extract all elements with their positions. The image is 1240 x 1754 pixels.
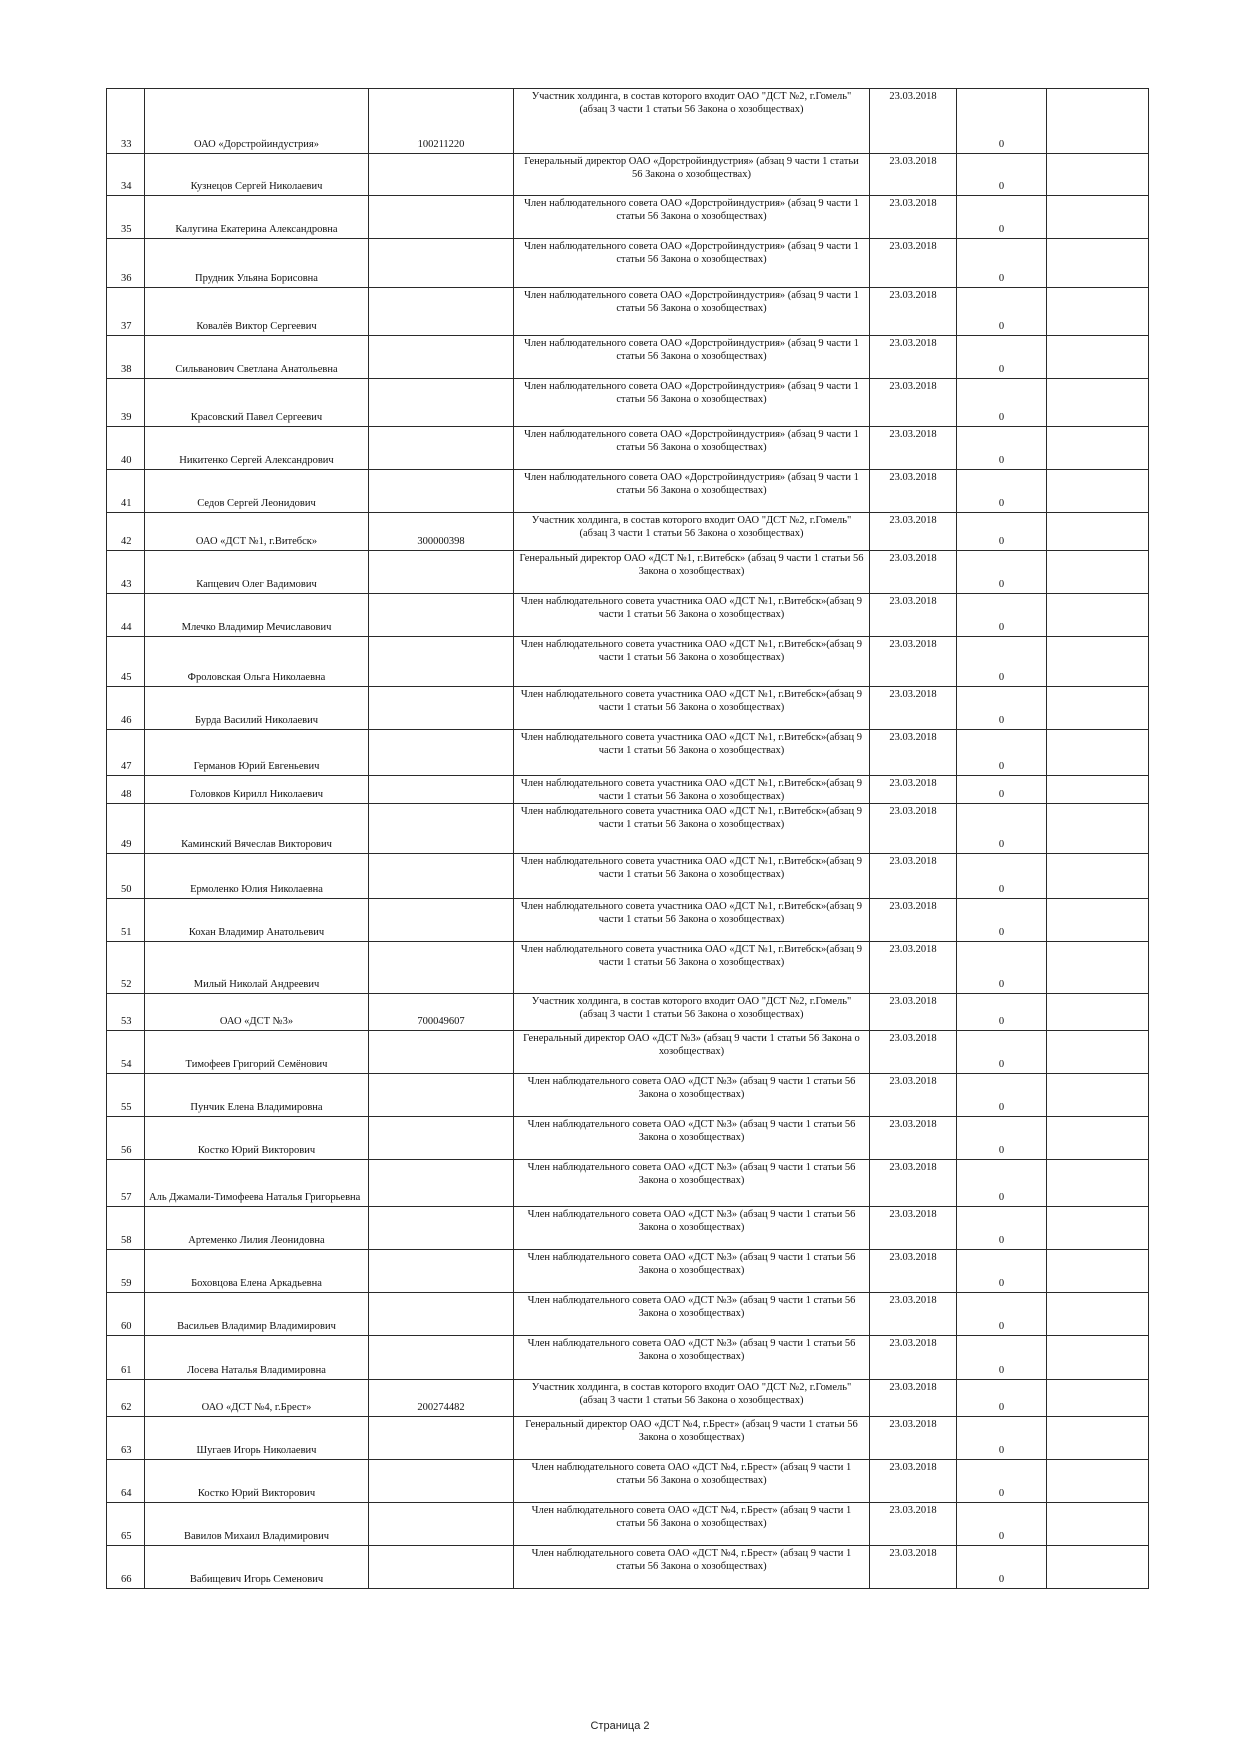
basis-cell: Член наблюдательного совета ОАО «ДСТ №4, г.Брест» (абзац 9 части 1 статьи 56 Закона о хозобществах) (514, 1546, 870, 1589)
table-row (107, 196, 1149, 239)
row-number-cell: 47 (107, 730, 145, 776)
table-row (107, 336, 1149, 379)
name-cell: Вавилов Михаил Владимирович (145, 1503, 369, 1546)
row-number-cell: 35 (107, 196, 145, 239)
unp-cell (369, 427, 514, 470)
table-row (107, 1336, 1149, 1380)
table-row (107, 154, 1149, 196)
empty-cell (1047, 513, 1149, 551)
empty-cell (1047, 379, 1149, 427)
name-cell: Германов Юрий Евгеньевич (145, 730, 369, 776)
table-row (107, 730, 1149, 776)
row-number-cell: 44 (107, 594, 145, 637)
empty-cell (1047, 1417, 1149, 1460)
unp-cell: 300000398 (369, 513, 514, 551)
basis-cell: Член наблюдательного совета ОАО «ДСТ №3» (абзац 9 части 1 статьи 56 Закона о хозобществах) (514, 1160, 870, 1207)
date-cell: 23.03.2018 (870, 1117, 957, 1160)
date-cell: 23.03.2018 (870, 854, 957, 899)
name-cell: Ермоленко Юлия Николаевна (145, 854, 369, 899)
unp-cell (369, 470, 514, 513)
date-cell: 23.03.2018 (870, 288, 957, 336)
unp-cell (369, 1031, 514, 1074)
row-number-cell: 64 (107, 1460, 145, 1503)
table-row (107, 594, 1149, 637)
name-cell: Аль Джамали-Тимофеева Наталья Григорьевна (145, 1160, 369, 1207)
name-cell: Васильев Владимир Владимирович (145, 1293, 369, 1336)
name-cell: Милый Николай Андреевич (145, 942, 369, 994)
basis-cell: Участник холдинга, в состав которого входит ОАО "ДСТ №2, г.Гомель" (абзац 3 части 1 статьи 56 Закона о хозобществах) (514, 1380, 870, 1417)
unp-cell (369, 594, 514, 637)
table-row (107, 899, 1149, 942)
date-cell: 23.03.2018 (870, 1336, 957, 1380)
date-cell: 23.03.2018 (870, 470, 957, 513)
empty-cell (1047, 336, 1149, 379)
date-cell: 23.03.2018 (870, 594, 957, 637)
unp-cell: 100211220 (369, 89, 514, 154)
empty-cell (1047, 994, 1149, 1031)
unp-cell (369, 854, 514, 899)
name-cell: Капцевич Олег Вадимович (145, 551, 369, 594)
date-cell: 23.03.2018 (870, 1460, 957, 1503)
date-cell: 23.03.2018 (870, 196, 957, 239)
share-cell: 0 (957, 154, 1047, 196)
table-row (107, 551, 1149, 594)
unp-cell (369, 1546, 514, 1589)
unp-cell (369, 1207, 514, 1250)
share-cell: 0 (957, 89, 1047, 154)
table-row (107, 427, 1149, 470)
row-number-cell: 53 (107, 994, 145, 1031)
name-cell: ОАО «ДСТ №3» (145, 994, 369, 1031)
row-number-cell: 45 (107, 637, 145, 687)
empty-cell (1047, 239, 1149, 288)
table-row (107, 1250, 1149, 1293)
basis-cell: Член наблюдательного совета ОАО «Дорстройиндустрия» (абзац 9 части 1 статьи 56 Закона о хозобществах) (514, 427, 870, 470)
row-number-cell: 66 (107, 1546, 145, 1589)
date-cell: 23.03.2018 (870, 776, 957, 804)
unp-cell (369, 288, 514, 336)
row-number-cell: 34 (107, 154, 145, 196)
share-cell: 0 (957, 336, 1047, 379)
share-cell: 0 (957, 1031, 1047, 1074)
unp-cell (369, 1074, 514, 1117)
table-row (107, 470, 1149, 513)
row-number-cell: 41 (107, 470, 145, 513)
row-number-cell: 50 (107, 854, 145, 899)
table-row (107, 1031, 1149, 1074)
row-number-cell: 60 (107, 1293, 145, 1336)
date-cell: 23.03.2018 (870, 1293, 957, 1336)
name-cell: Лосева Наталья Владимировна (145, 1336, 369, 1380)
empty-cell (1047, 804, 1149, 854)
unp-cell (369, 1117, 514, 1160)
basis-cell: Член наблюдательного совета ОАО «Дорстройиндустрия» (абзац 9 части 1 статьи 56 Закона о хозобществах) (514, 239, 870, 288)
unp-cell (369, 776, 514, 804)
name-cell: Головков Кирилл Николаевич (145, 776, 369, 804)
table-row (107, 942, 1149, 994)
table-row (107, 1117, 1149, 1160)
basis-cell: Участник холдинга, в состав которого входит ОАО "ДСТ №2, г.Гомель" (абзац 3 части 1 статьи 56 Закона о хозобществах) (514, 89, 870, 154)
share-cell: 0 (957, 854, 1047, 899)
name-cell: ОАО «ДСТ №1, г.Витебск» (145, 513, 369, 551)
table-row (107, 239, 1149, 288)
name-cell: Артеменко Лилия Леонидовна (145, 1207, 369, 1250)
unp-cell (369, 239, 514, 288)
date-cell: 23.03.2018 (870, 379, 957, 427)
unp-cell: 700049607 (369, 994, 514, 1031)
row-number-cell: 61 (107, 1336, 145, 1380)
empty-cell (1047, 730, 1149, 776)
row-number-cell: 49 (107, 804, 145, 854)
basis-cell: Генеральный директор ОАО «ДСТ №1, г.Витебск» (абзац 9 части 1 статьи 56 Закона о хозобществах) (514, 551, 870, 594)
row-number-cell: 33 (107, 89, 145, 154)
date-cell: 23.03.2018 (870, 89, 957, 154)
date-cell: 23.03.2018 (870, 551, 957, 594)
share-cell: 0 (957, 1460, 1047, 1503)
name-cell: Калугина Екатерина Александровна (145, 196, 369, 239)
basis-cell: Член наблюдательного совета ОАО «Дорстройиндустрия» (абзац 9 части 1 статьи 56 Закона о хозобществах) (514, 196, 870, 239)
basis-cell: Член наблюдательного совета ОАО «ДСТ №3» (абзац 9 части 1 статьи 56 Закона о хозобществах) (514, 1293, 870, 1336)
share-cell: 0 (957, 687, 1047, 730)
empty-cell (1047, 470, 1149, 513)
name-cell: Бурда Василий Николаевич (145, 687, 369, 730)
date-cell: 23.03.2018 (870, 1380, 957, 1417)
name-cell: Красовский Павел Сергеевич (145, 379, 369, 427)
empty-cell (1047, 899, 1149, 942)
share-cell: 0 (957, 1293, 1047, 1336)
basis-cell: Член наблюдательного совета участника ОАО «ДСТ №1, г.Витебск»(абзац 9 части 1 статьи 56 Закона о хозобществах) (514, 804, 870, 854)
unp-cell (369, 637, 514, 687)
row-number-cell: 55 (107, 1074, 145, 1117)
date-cell: 23.03.2018 (870, 239, 957, 288)
empty-cell (1047, 427, 1149, 470)
table-row (107, 1074, 1149, 1117)
unp-cell (369, 336, 514, 379)
unp-cell (369, 804, 514, 854)
unp-cell (369, 1336, 514, 1380)
name-cell: Сильванович Светлана Анатольевна (145, 336, 369, 379)
unp-cell (369, 551, 514, 594)
row-number-cell: 65 (107, 1503, 145, 1546)
date-cell: 23.03.2018 (870, 1250, 957, 1293)
date-cell: 23.03.2018 (870, 513, 957, 551)
table-row (107, 379, 1149, 427)
date-cell: 23.03.2018 (870, 1031, 957, 1074)
share-cell: 0 (957, 470, 1047, 513)
basis-cell: Член наблюдательного совета участника ОАО «ДСТ №1, г.Витебск»(абзац 9 части 1 статьи 56 Закона о хозобществах) (514, 637, 870, 687)
basis-cell: Член наблюдательного совета ОАО «ДСТ №4, г.Брест» (абзац 9 части 1 статьи 56 Закона о хозобществах) (514, 1503, 870, 1546)
date-cell: 23.03.2018 (870, 942, 957, 994)
basis-cell: Член наблюдательного совета ОАО «ДСТ №4, г.Брест» (абзац 9 части 1 статьи 56 Закона о хозобществах) (514, 1460, 870, 1503)
unp-cell (369, 1293, 514, 1336)
date-cell: 23.03.2018 (870, 637, 957, 687)
name-cell: ОАО «Дорстройиндустрия» (145, 89, 369, 154)
share-cell: 0 (957, 1336, 1047, 1380)
unp-cell (369, 899, 514, 942)
empty-cell (1047, 1293, 1149, 1336)
share-cell: 0 (957, 427, 1047, 470)
share-cell: 0 (957, 1250, 1047, 1293)
date-cell: 23.03.2018 (870, 1503, 957, 1546)
name-cell: Кохан Владимир Анатольевич (145, 899, 369, 942)
basis-cell: Член наблюдательного совета участника ОАО «ДСТ №1, г.Витебск»(абзац 9 части 1 статьи 56 Закона о хозобществах) (514, 687, 870, 730)
name-cell: Млечко Владимир Мечиславович (145, 594, 369, 637)
table-row (107, 637, 1149, 687)
basis-cell: Член наблюдательного совета участника ОАО «ДСТ №1, г.Витебск»(абзац 9 части 1 статьи 56 Закона о хозобществах) (514, 730, 870, 776)
unp-cell (369, 1460, 514, 1503)
row-number-cell: 56 (107, 1117, 145, 1160)
name-cell: Никитенко Сергей Александрович (145, 427, 369, 470)
table-row (107, 854, 1149, 899)
unp-cell (369, 154, 514, 196)
share-cell: 0 (957, 899, 1047, 942)
basis-cell: Член наблюдательного совета участника ОАО «ДСТ №1, г.Витебск»(абзац 9 части 1 статьи 56 Закона о хозобществах) (514, 854, 870, 899)
empty-cell (1047, 1336, 1149, 1380)
share-cell: 0 (957, 994, 1047, 1031)
row-number-cell: 59 (107, 1250, 145, 1293)
basis-cell: Член наблюдательного совета ОАО «Дорстройиндустрия» (абзац 9 части 1 статьи 56 Закона о хозобществах) (514, 288, 870, 336)
empty-cell (1047, 1460, 1149, 1503)
share-cell: 0 (957, 1380, 1047, 1417)
empty-cell (1047, 89, 1149, 154)
share-cell: 0 (957, 637, 1047, 687)
date-cell: 23.03.2018 (870, 1160, 957, 1207)
table-body (107, 89, 1149, 1589)
empty-cell (1047, 594, 1149, 637)
basis-cell: Член наблюдательного совета ОАО «Дорстройиндустрия» (абзац 9 части 1 статьи 56 Закона о хозобществах) (514, 379, 870, 427)
row-number-cell: 51 (107, 899, 145, 942)
share-cell: 0 (957, 196, 1047, 239)
name-cell: Шугаев Игорь Николаевич (145, 1417, 369, 1460)
table-row (107, 288, 1149, 336)
empty-cell (1047, 687, 1149, 730)
empty-cell (1047, 1546, 1149, 1589)
empty-cell (1047, 1031, 1149, 1074)
date-cell: 23.03.2018 (870, 1074, 957, 1117)
share-cell: 0 (957, 288, 1047, 336)
table-row (107, 1380, 1149, 1417)
share-cell: 0 (957, 730, 1047, 776)
empty-cell (1047, 1207, 1149, 1250)
date-cell: 23.03.2018 (870, 427, 957, 470)
basis-cell: Член наблюдательного совета ОАО «Дорстройиндустрия» (абзац 9 части 1 статьи 56 Закона о хозобществах) (514, 336, 870, 379)
basis-cell: Участник холдинга, в состав которого входит ОАО "ДСТ №2, г.Гомель" (абзац 3 части 1 статьи 56 Закона о хозобществах) (514, 994, 870, 1031)
empty-cell (1047, 637, 1149, 687)
date-cell: 23.03.2018 (870, 336, 957, 379)
table-row (107, 89, 1149, 154)
share-cell: 0 (957, 1503, 1047, 1546)
empty-cell (1047, 854, 1149, 899)
unp-cell (369, 687, 514, 730)
row-number-cell: 63 (107, 1417, 145, 1460)
row-number-cell: 40 (107, 427, 145, 470)
share-cell: 0 (957, 1160, 1047, 1207)
share-cell: 0 (957, 594, 1047, 637)
share-cell: 0 (957, 1417, 1047, 1460)
table-row (107, 1417, 1149, 1460)
share-cell: 0 (957, 1074, 1047, 1117)
table-row (107, 513, 1149, 551)
basis-cell: Член наблюдательного совета ОАО «ДСТ №3» (абзац 9 части 1 статьи 56 Закона о хозобществах) (514, 1336, 870, 1380)
share-cell: 0 (957, 239, 1047, 288)
empty-cell (1047, 1503, 1149, 1546)
unp-cell (369, 379, 514, 427)
row-number-cell: 42 (107, 513, 145, 551)
basis-cell: Генеральный директор ОАО «ДСТ №3» (абзац 9 части 1 статьи 56 Закона о хозобществах) (514, 1031, 870, 1074)
row-number-cell: 52 (107, 942, 145, 994)
name-cell: Седов Сергей Леонидович (145, 470, 369, 513)
date-cell: 23.03.2018 (870, 154, 957, 196)
empty-cell (1047, 942, 1149, 994)
share-cell: 0 (957, 1117, 1047, 1160)
date-cell: 23.03.2018 (870, 730, 957, 776)
table-row (107, 994, 1149, 1031)
name-cell: ОАО «ДСТ №4, г.Брест» (145, 1380, 369, 1417)
name-cell: Пунчик Елена Владимировна (145, 1074, 369, 1117)
basis-cell: Член наблюдательного совета участника ОАО «ДСТ №1, г.Витебск»(абзац 9 части 1 статьи 56 Закона о хозобществах) (514, 594, 870, 637)
empty-cell (1047, 154, 1149, 196)
unp-cell (369, 1160, 514, 1207)
empty-cell (1047, 288, 1149, 336)
empty-cell (1047, 1250, 1149, 1293)
share-cell: 0 (957, 513, 1047, 551)
empty-cell (1047, 196, 1149, 239)
table-row (107, 1207, 1149, 1250)
basis-cell: Член наблюдательного совета участника ОАО «ДСТ №1, г.Витебск»(абзац 9 части 1 статьи 56 Закона о хозобществах) (514, 942, 870, 994)
basis-cell: Член наблюдательного совета ОАО «ДСТ №3» (абзац 9 части 1 статьи 56 Закона о хозобществах) (514, 1074, 870, 1117)
share-cell: 0 (957, 776, 1047, 804)
basis-cell: Член наблюдательного совета участника ОАО «ДСТ №1, г.Витебск»(абзац 9 части 1 статьи 56 Закона о хозобществах) (514, 776, 870, 804)
date-cell: 23.03.2018 (870, 1417, 957, 1460)
name-cell: Тимофеев Григорий Семёнович (145, 1031, 369, 1074)
unp-cell (369, 730, 514, 776)
page-number: Страница 2 (590, 1720, 650, 1732)
date-cell: 23.03.2018 (870, 899, 957, 942)
share-cell: 0 (957, 942, 1047, 994)
basis-cell: Член наблюдательного совета ОАО «Дорстройиндустрия» (абзац 9 части 1 статьи 56 Закона о хозобществах) (514, 470, 870, 513)
row-number-cell: 38 (107, 336, 145, 379)
basis-cell: Член наблюдательного совета ОАО «ДСТ №3» (абзац 9 части 1 статьи 56 Закона о хозобществах) (514, 1117, 870, 1160)
unp-cell (369, 1417, 514, 1460)
row-number-cell: 62 (107, 1380, 145, 1417)
date-cell: 23.03.2018 (870, 1207, 957, 1250)
basis-cell: Участник холдинга, в состав которого входит ОАО "ДСТ №2, г.Гомель" (абзац 3 части 1 статьи 56 Закона о хозобществах) (514, 513, 870, 551)
empty-cell (1047, 551, 1149, 594)
empty-cell (1047, 1074, 1149, 1117)
table-row (107, 687, 1149, 730)
share-cell: 0 (957, 551, 1047, 594)
row-number-cell: 39 (107, 379, 145, 427)
share-cell: 0 (957, 1207, 1047, 1250)
basis-cell: Генеральный директор ОАО «Дорстройиндустрия» (абзац 9 части 1 статьи 56 Закона о хозобществах) (514, 154, 870, 196)
date-cell: 23.03.2018 (870, 687, 957, 730)
name-cell: Костко Юрий Викторович (145, 1460, 369, 1503)
share-cell: 0 (957, 379, 1047, 427)
unp-cell (369, 942, 514, 994)
unp-cell (369, 1250, 514, 1293)
name-cell: Боховцова Елена Аркадьевна (145, 1250, 369, 1293)
basis-cell: Член наблюдательного совета ОАО «ДСТ №3» (абзац 9 части 1 статьи 56 Закона о хозобществах) (514, 1207, 870, 1250)
share-cell: 0 (957, 1546, 1047, 1589)
unp-cell: 200274482 (369, 1380, 514, 1417)
name-cell: Костко Юрий Викторович (145, 1117, 369, 1160)
name-cell: Кузнецов Сергей Николаевич (145, 154, 369, 196)
table-row (107, 1460, 1149, 1503)
table-row (107, 1503, 1149, 1546)
table-row (107, 1293, 1149, 1336)
table-row (107, 1160, 1149, 1207)
basis-cell: Член наблюдательного совета ОАО «ДСТ №3» (абзац 9 части 1 статьи 56 Закона о хозобществах) (514, 1250, 870, 1293)
date-cell: 23.03.2018 (870, 1546, 957, 1589)
row-number-cell: 43 (107, 551, 145, 594)
name-cell: Прудник Ульяна Борисовна (145, 239, 369, 288)
row-number-cell: 37 (107, 288, 145, 336)
table-row (107, 1546, 1149, 1589)
row-number-cell: 54 (107, 1031, 145, 1074)
empty-cell (1047, 1380, 1149, 1417)
basis-cell: Генеральный директор ОАО «ДСТ №4, г.Брест» (абзац 9 части 1 статьи 56 Закона о хозобществах) (514, 1417, 870, 1460)
row-number-cell: 36 (107, 239, 145, 288)
unp-cell (369, 196, 514, 239)
name-cell: Фроловская Ольга Николаевна (145, 637, 369, 687)
date-cell: 23.03.2018 (870, 804, 957, 854)
basis-cell: Член наблюдательного совета участника ОАО «ДСТ №1, г.Витебск»(абзац 9 части 1 статьи 56 Закона о хозобществах) (514, 899, 870, 942)
row-number-cell: 46 (107, 687, 145, 730)
row-number-cell: 57 (107, 1160, 145, 1207)
empty-cell (1047, 1160, 1149, 1207)
share-cell: 0 (957, 804, 1047, 854)
empty-cell (1047, 1117, 1149, 1160)
name-cell: Каминский Вячеслав Викторович (145, 804, 369, 854)
empty-cell (1047, 776, 1149, 804)
table-row (107, 804, 1149, 854)
name-cell: Ковалёв Виктор Сергеевич (145, 288, 369, 336)
affiliates-table (106, 88, 1149, 1589)
row-number-cell: 48 (107, 776, 145, 804)
date-cell: 23.03.2018 (870, 994, 957, 1031)
name-cell: Вабищевич Игорь Семенович (145, 1546, 369, 1589)
unp-cell (369, 1503, 514, 1546)
table-row (107, 776, 1149, 804)
row-number-cell: 58 (107, 1207, 145, 1250)
